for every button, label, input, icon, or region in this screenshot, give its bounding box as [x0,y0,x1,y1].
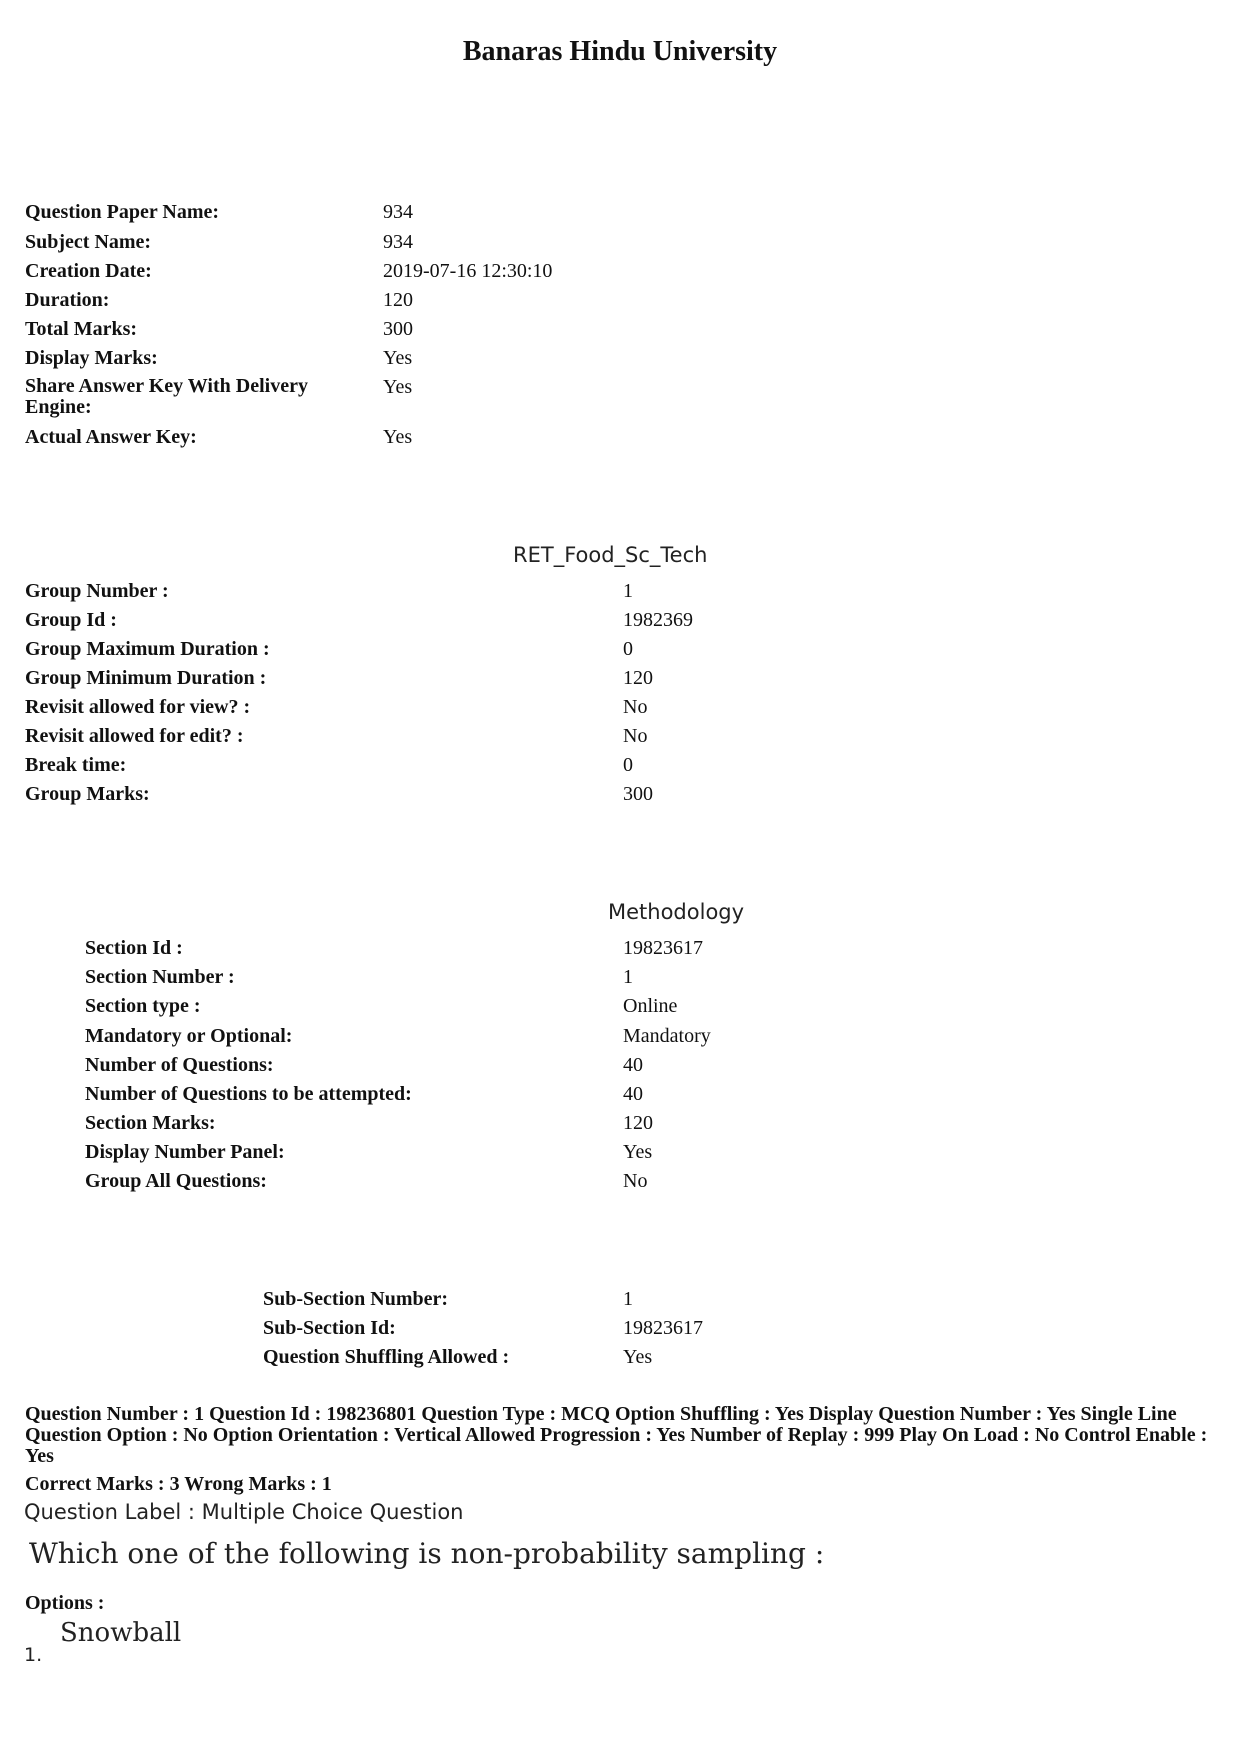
question-marks: Correct Marks : 3 Wrong Marks : 1 [25,1473,332,1495]
group-id-value: 1982369 [623,609,693,631]
section-number-value: 1 [623,966,633,988]
section-id-value: 19823617 [623,937,703,959]
section-type-value: Online [623,995,678,1017]
group-marks-value: 300 [623,783,653,805]
group-heading: RET_Food_Sc_Tech [513,543,708,567]
question-shuffling-label: Question Shuffling Allowed : [263,1346,510,1368]
break-time-value: 0 [623,754,633,776]
display-number-panel-label: Display Number Panel: [85,1141,285,1163]
actual-answer-key-value: Yes [383,426,413,448]
subsection-id-label: Sub-Section Id: [263,1317,396,1339]
subsection-id-value: 19823617 [623,1317,703,1339]
subsection-number-value: 1 [623,1288,633,1310]
group-number-value: 1 [623,580,633,602]
share-answer-key-value: Yes [383,376,413,398]
question-meta: Question Number : 1 Question Id : 198236801 Question Type : MCQ Option Shuffling : Yes Display Question Number : Yes Single Line Question Option : No Option Orientation : Vertical Allowed Progression : Yes Number of Replay : 999 Play On Load : No Control Enable : Yes [25,1403,1208,1467]
subsection-number-label: Sub-Section Number: [263,1288,449,1310]
section-type-label: Section type : [85,995,201,1017]
group-max-duration-label: Group Maximum Duration : [25,638,270,660]
actual-answer-key-label: Actual Answer Key: [25,426,197,448]
group-all-questions-label: Group All Questions: [85,1170,267,1192]
university-title: Banaras Hindu University [462,36,778,67]
subject-name-label: Subject Name: [25,231,152,253]
paper-name-value: 934 [383,201,413,223]
question-text: Which one of the following is non-probability sampling : [29,1537,825,1570]
group-id-label: Group Id : [25,609,117,631]
mandatory-optional-label: Mandatory or Optional: [85,1025,293,1047]
question-shuffling-value: Yes [623,1346,653,1368]
group-min-duration-value: 120 [623,667,653,689]
creation-date-label: Creation Date: [25,260,152,282]
section-heading: Methodology [608,900,745,924]
number-of-questions-value: 40 [623,1054,643,1076]
number-of-questions-label: Number of Questions: [85,1054,274,1076]
group-all-questions-value: No [623,1170,648,1192]
section-marks-label: Section Marks: [85,1112,216,1134]
mandatory-optional-value: Mandatory [623,1025,711,1047]
duration-value: 120 [383,289,413,311]
questions-to-attempt-label: Number of Questions to be attempted: [85,1083,412,1105]
duration-label: Duration: [25,289,110,311]
option-number: 1. [24,1644,43,1666]
options-label: Options : [25,1592,105,1614]
total-marks-label: Total Marks: [25,318,138,340]
total-marks-value: 300 [383,318,413,340]
display-marks-label: Display Marks: [25,347,158,369]
group-min-duration-label: Group Minimum Duration : [25,667,267,689]
revisit-view-value: No [623,696,648,718]
option-text: Snowball [60,1618,182,1648]
section-id-label: Section Id : [85,937,183,959]
revisit-edit-value: No [623,725,648,747]
group-max-duration-value: 0 [623,638,633,660]
revisit-edit-label: Revisit allowed for edit? : [25,725,244,747]
section-number-label: Section Number : [85,966,235,988]
questions-to-attempt-value: 40 [623,1083,643,1105]
section-marks-value: 120 [623,1112,653,1134]
display-number-panel-value: Yes [623,1141,653,1163]
display-marks-value: Yes [383,347,413,369]
subject-name-value: 934 [383,231,413,253]
revisit-view-label: Revisit allowed for view? : [25,696,251,718]
group-number-label: Group Number : [25,580,169,602]
break-time-label: Break time: [25,754,127,776]
creation-date-value: 2019-07-16 12:30:10 [383,260,553,282]
paper-name-label: Question Paper Name: [25,201,220,223]
share-answer-key-label: Share Answer Key With Delivery Engine: [25,375,308,418]
group-marks-label: Group Marks: [25,783,150,805]
question-label: Question Label : Multiple Choice Question [24,1500,464,1524]
